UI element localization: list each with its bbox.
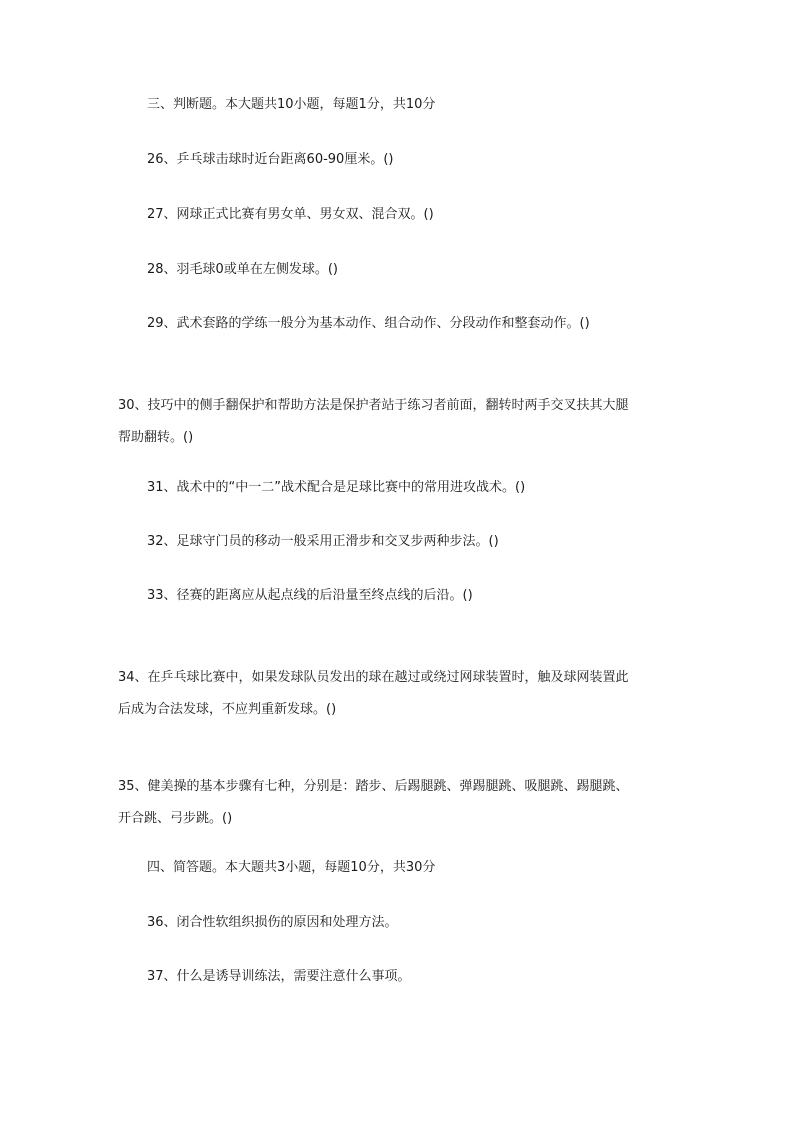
question-30 bbox=[118, 390, 678, 454]
section-heading-short-answer: 四、简答题。本大题共3小题，每题10分，共30分 bbox=[147, 860, 436, 875]
question-30-line-2: 帮助翻转。() bbox=[118, 430, 194, 445]
question-33: 33、径赛的距离应从起点线的后沿量至终点线的后沿。() bbox=[147, 588, 473, 603]
question-35-line-1: 35、健美操的基本步骤有七种，分别是：踏步、后踢腿跳、弹踢腿跳、吸腿跳、踢腿跳、 bbox=[118, 779, 629, 794]
question-31: 31、战术中的“中一二”战术配合是足球比赛中的常用进攻战术。() bbox=[147, 480, 526, 495]
question-35-line-2: 开合跳、弓步跳。() bbox=[118, 811, 233, 826]
question-37: 37、什么是诱导训练法，需要注意什么事项。 bbox=[147, 969, 411, 984]
section-heading-judgment: 三、判断题。本大题共10小题，每题1分，共10分 bbox=[147, 97, 436, 112]
question-34 bbox=[118, 662, 678, 726]
question-28: 28、羽毛球0或单在左侧发球。() bbox=[147, 262, 338, 277]
question-34-line-2: 后成为合法发球，不应判重新发球。() bbox=[118, 702, 337, 717]
question-32: 32、足球守门员的移动一般采用正滑步和交叉步两种步法。() bbox=[147, 534, 499, 549]
question-34-line-1: 34、在乒乓球比赛中，如果发球队员发出的球在越过或绕过网球装置时，触及球网装置此 bbox=[118, 670, 629, 685]
question-29: 29、武术套路的学练一般分为基本动作、组合动作、分段动作和整套动作。() bbox=[147, 316, 590, 331]
question-36: 36、闭合性软组织损伤的原因和处理方法。 bbox=[147, 915, 398, 930]
question-35 bbox=[118, 771, 678, 835]
question-26: 26、乒乓球击球时近台距离60-90厘米。() bbox=[147, 152, 394, 167]
question-30-line-1: 30、技巧中的侧手翻保护和帮助方法是保护者站于练习者前面，翻转时两手交叉扶其大腿 bbox=[118, 398, 629, 413]
question-27: 27、网球正式比赛有男女单、男女双、混合双。() bbox=[147, 207, 434, 222]
